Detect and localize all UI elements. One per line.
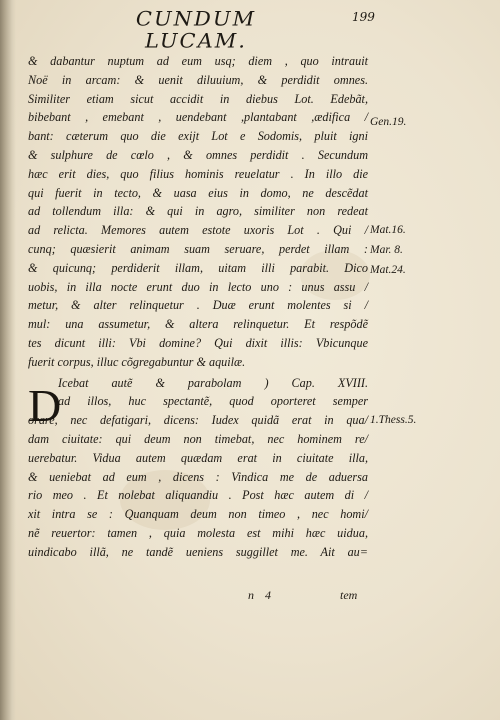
- text-line: & ueniebat ad eum , dicens : Vindica me de aduersa: [28, 469, 368, 484]
- text-line: fuerit corpus, illuc cõgregabuntur & aquilæ.: [28, 354, 246, 369]
- text-line: Similiter etiam sicut accidit in diebus Lot. Edebãt,: [28, 91, 368, 106]
- folio-number: 199: [352, 10, 375, 24]
- paragraph-chapter-18: [28, 374, 368, 562]
- margin-note: Mat.16.: [370, 224, 406, 236]
- text-line: uobis, in illa nocte erunt duo in lecto uno : unus assu /: [28, 279, 368, 294]
- text-line: ad illos, huc spectantẽ, quod oporteret semper: [58, 394, 368, 409]
- running-head: CUNDUM LUCAM.: [135, 7, 257, 53]
- text-line: dam ciuitate: qui deum non timebat, nec hominem re/: [28, 431, 368, 446]
- margin-note: Mat.24.: [370, 264, 406, 276]
- signature-mark: n 4: [248, 588, 275, 602]
- margin-note: Gen.19.: [370, 116, 407, 128]
- text-block: [28, 52, 368, 562]
- page-gutter-shadow: [0, 0, 16, 720]
- text-line: tes dicunt illi: Vbi domine? Qui dixit illis: Vbicunque: [28, 335, 368, 350]
- text-line: qui fuerit in tecto, & uasa eius in domo, ne descẽdat: [28, 185, 368, 200]
- text-line: & sulphure de cœlo , & omnes perdidit . Secundum: [28, 147, 368, 162]
- text-line: uerebatur. Vidua autem quædam erat in ciuitate illa,: [28, 450, 368, 465]
- text-line: xit intra se : Quanquam deum non timeo , nec homi/: [28, 507, 368, 522]
- text-line: & quicunq; perdiderit illam, uitam illi parabit. Dico: [28, 260, 368, 275]
- text-line: ad tollendum illa: & qui in agro, similiter non redeat: [28, 204, 368, 219]
- text-line: rio meo . Et nolebat aliquandiu . Post hæc autem di /: [28, 488, 368, 503]
- drop-cap: D: [28, 380, 62, 431]
- margin-note: 1.Thess.5.: [370, 414, 417, 426]
- text-line: Noë in arcam: & uenit diluuium, & perdidit omnes.: [28, 72, 368, 87]
- text-line: bibebant , emebant , uendebant ,plantabant ,ædifica /: [28, 110, 368, 125]
- text-line: uindicabo illã, ne tandẽ ueniens suggillet me. Ait au=: [28, 544, 368, 559]
- margin-note: Mar. 8.: [370, 244, 403, 256]
- text-line: cunq; quæsierit animam suam seruare, perdet illam :: [28, 241, 368, 256]
- text-line: Icebat autẽ & parabolam ) Cap. XVIII.: [58, 375, 368, 390]
- text-line: hæc erit dies, quo filius hominis reuelatur . In illo die: [28, 166, 368, 181]
- text-line: mul: una assumetur, & altera relinquetur. Et respõdẽ: [28, 317, 368, 332]
- text-line: orare, nec defatigari, dicens: Iudex quidã erat in qua/: [28, 413, 368, 428]
- paragraph-before: [28, 52, 368, 372]
- text-line: metur, & alter relinquetur . Duæ erunt molentes si /: [28, 298, 368, 313]
- text-line: nẽ reuertor: tamen , quia molesta est mihi hæc uidua,: [28, 525, 368, 540]
- catchword: tem: [340, 588, 358, 602]
- text-line: & dabantur nuptum ad eum usq; diem , quo intrauit: [28, 54, 368, 68]
- text-line: bant: cæterum quo die exijt Lot e Sodomis, pluit igni: [28, 129, 368, 144]
- text-line: ad relicta. Memores autem estote uxoris Lot . Qui /: [28, 223, 368, 238]
